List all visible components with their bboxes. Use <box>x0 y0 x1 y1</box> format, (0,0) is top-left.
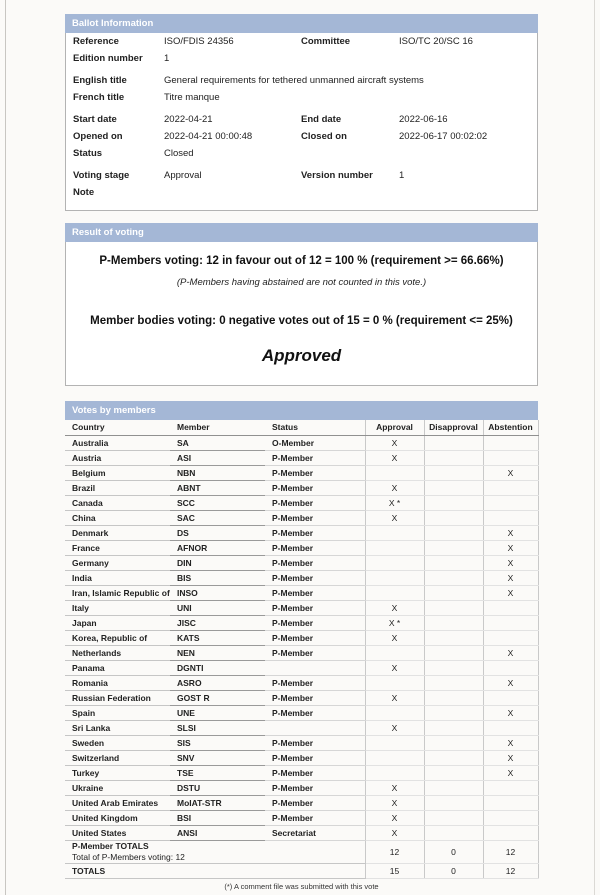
vote-row <box>65 480 538 495</box>
vote-cell-approval: X <box>365 450 424 465</box>
vote-cell-disapproval <box>424 510 483 525</box>
vote-cell-disapproval <box>424 705 483 720</box>
vote-cell-country: Denmark <box>65 525 170 540</box>
vote-cell-approval: X <box>365 435 424 450</box>
column-header-status: Status <box>265 420 365 435</box>
vote-cell-abstention: X <box>483 645 538 660</box>
vote-cell-status: P-Member <box>265 780 365 795</box>
ballot-field-label: English title <box>73 75 127 86</box>
ballot-field-label: Voting stage <box>73 170 130 181</box>
vote-cell-status: P-Member <box>265 450 365 465</box>
ballot-field-value: 2022-06-17 00:02:02 <box>399 131 488 142</box>
vote-cell-abstention <box>483 660 538 675</box>
vote-cell-country: Romania <box>65 675 170 690</box>
vote-cell-status: P-Member <box>265 510 365 525</box>
vote-cell-member: NEN <box>170 645 265 660</box>
ballot-field-row <box>66 50 537 67</box>
vote-cell-disapproval <box>424 435 483 450</box>
vote-row <box>65 780 538 795</box>
vote-row <box>65 675 538 690</box>
vote-cell-approval <box>365 585 424 600</box>
vote-cell-country: United Arab Emirates <box>65 795 170 810</box>
vote-cell-country: Belgium <box>65 465 170 480</box>
vote-cell-approval <box>365 750 424 765</box>
comment-file-footnote: (*) A comment file was submitted with this vote <box>224 881 379 891</box>
ballot-field-value: 2022-04-21 00:00:48 <box>164 131 253 142</box>
vote-row <box>65 825 538 840</box>
vote-cell-member: BIS <box>170 570 265 585</box>
abstain-note: (P-Members having abstained are not counted in this vote.) <box>176 277 427 288</box>
vote-cell-approval: X <box>365 795 424 810</box>
vote-cell-country: Sri Lanka <box>65 720 170 735</box>
vote-cell-country: China <box>65 510 170 525</box>
ballot-field-label: Committee <box>301 36 351 47</box>
vote-cell-approval: X <box>365 600 424 615</box>
ballot-field-label: Closed on <box>301 131 347 142</box>
vote-cell-member: NBN <box>170 465 265 480</box>
vote-cell-abstention <box>483 690 538 705</box>
vote-cell-approval <box>365 705 424 720</box>
vote-cell-approval: X <box>365 810 424 825</box>
vote-cell-abstention: X <box>483 705 538 720</box>
vote-cell-member: DGNTI <box>170 660 265 675</box>
vote-cell-disapproval <box>424 540 483 555</box>
vote-cell-member: BSI <box>170 810 265 825</box>
ballot-field-row <box>66 33 537 50</box>
votes-table-head <box>65 420 538 435</box>
vote-cell-disapproval <box>424 825 483 840</box>
ballot-field-value: ISO/FDIS 24356 <box>164 36 234 47</box>
vote-row <box>65 645 538 660</box>
vote-cell-member: SIS <box>170 735 265 750</box>
vote-cell-country: Ukraine <box>65 780 170 795</box>
vote-cell-status: P-Member <box>265 585 365 600</box>
p-members-voting-line: P-Members voting: 12 in favour out of 12 = 100 % (requirement >= 66.66%) <box>99 255 504 267</box>
vote-cell-member: SNV <box>170 750 265 765</box>
vote-cell-approval <box>365 675 424 690</box>
vote-cell-approval <box>365 525 424 540</box>
vote-cell-status: P-Member <box>265 645 365 660</box>
vote-cell-member: SA <box>170 435 265 450</box>
vote-row <box>65 795 538 810</box>
vote-cell-country: United States <box>65 825 170 840</box>
vote-cell-approval <box>365 765 424 780</box>
vote-cell-country: Iran, Islamic Republic of <box>65 585 170 600</box>
ballot-field-value: Closed <box>164 148 194 159</box>
result-of-voting-box <box>65 242 538 386</box>
grand-totals-disapproval: 0 <box>424 863 483 878</box>
vote-cell-status: P-Member <box>265 540 365 555</box>
votes-by-members-section <box>65 401 538 891</box>
vote-row <box>65 555 538 570</box>
vote-cell-disapproval <box>424 495 483 510</box>
vote-cell-status: P-Member <box>265 480 365 495</box>
grand-totals-abstention: 12 <box>483 863 538 878</box>
ballot-field-label: Status <box>73 148 103 159</box>
ballot-information-header: Ballot Information <box>65 14 538 33</box>
vote-cell-abstention: X <box>483 525 538 540</box>
vote-cell-status: P-Member <box>265 795 365 810</box>
vote-cell-country: Germany <box>65 555 170 570</box>
vote-cell-disapproval <box>424 645 483 660</box>
vote-cell-member: ANSI <box>170 825 265 840</box>
ballot-field-label: Opened on <box>73 131 123 142</box>
vote-row <box>65 570 538 585</box>
votes-table-totals <box>65 840 538 878</box>
vote-cell-status: P-Member <box>265 570 365 585</box>
votes-table-body <box>65 435 538 840</box>
result-of-voting-header: Result of voting <box>65 223 538 242</box>
vote-cell-abstention: X <box>483 735 538 750</box>
vote-cell-status: P-Member <box>265 615 365 630</box>
vote-row <box>65 705 538 720</box>
ballot-field-row <box>66 89 537 106</box>
ballot-field-label: Edition number <box>73 53 143 64</box>
vote-cell-country: Turkey <box>65 765 170 780</box>
ballot-field-value: 1 <box>164 53 170 64</box>
p-member-totals-label: P-Member TOTALS <box>72 840 149 851</box>
p-member-totals-approval: 12 <box>365 840 424 863</box>
vote-cell-abstention: X <box>483 585 538 600</box>
vote-cell-abstention <box>483 630 538 645</box>
column-header-approval: Approval <box>365 420 424 435</box>
p-member-totals-sublabel: Total of P-Members voting: 12 <box>72 851 185 862</box>
vote-cell-country: India <box>65 570 170 585</box>
vote-cell-abstention: X <box>483 570 538 585</box>
ballot-field-label: End date <box>301 114 342 125</box>
vote-cell-status: P-Member <box>265 630 365 645</box>
vote-cell-status <box>265 660 365 675</box>
ballot-field-row <box>66 72 537 89</box>
vote-cell-disapproval <box>424 585 483 600</box>
vote-cell-disapproval <box>424 720 483 735</box>
vote-cell-abstention: X <box>483 765 538 780</box>
vote-cell-disapproval <box>424 810 483 825</box>
vote-cell-member: GOST R <box>170 690 265 705</box>
column-header-country: Country <box>65 420 170 435</box>
vote-cell-country: France <box>65 540 170 555</box>
vote-row <box>65 765 538 780</box>
vote-cell-country: Switzerland <box>65 750 170 765</box>
vote-cell-country: Canada <box>65 495 170 510</box>
vote-cell-member: UNI <box>170 600 265 615</box>
vote-cell-abstention: X <box>483 540 538 555</box>
ballot-field-label: French title <box>73 92 125 103</box>
vote-cell-abstention <box>483 720 538 735</box>
vote-cell-abstention <box>483 825 538 840</box>
ballot-field-value: ISO/TC 20/SC 16 <box>399 36 473 47</box>
vote-cell-status: P-Member <box>265 600 365 615</box>
ballot-field-value: Titre manque <box>164 92 220 103</box>
vote-cell-status <box>265 720 365 735</box>
column-header-member: Member <box>170 420 265 435</box>
ballot-field-row <box>66 167 537 184</box>
vote-cell-country: Italy <box>65 600 170 615</box>
vote-cell-member: SCC <box>170 495 265 510</box>
vote-cell-status: P-Member <box>265 555 365 570</box>
vote-cell-abstention: X <box>483 465 538 480</box>
vote-cell-abstention <box>483 435 538 450</box>
p-member-totals-abstention: 12 <box>483 840 538 863</box>
vote-cell-status: P-Member <box>265 675 365 690</box>
approval-verdict: Approved <box>261 346 342 365</box>
vote-cell-disapproval <box>424 630 483 645</box>
vote-cell-disapproval <box>424 570 483 585</box>
vote-row <box>65 465 538 480</box>
page-scan-edge-left <box>5 0 6 895</box>
vote-row <box>65 690 538 705</box>
vote-cell-disapproval <box>424 750 483 765</box>
vote-cell-member: AFNOR <box>170 540 265 555</box>
vote-cell-country: Spain <box>65 705 170 720</box>
vote-row <box>65 810 538 825</box>
vote-cell-country: Australia <box>65 435 170 450</box>
vote-cell-status: P-Member <box>265 810 365 825</box>
vote-cell-status: P-Member <box>265 705 365 720</box>
ballot-information-section <box>65 14 538 211</box>
vote-cell-country: Brazil <box>65 480 170 495</box>
vote-cell-member: ASRO <box>170 675 265 690</box>
vote-cell-member: ASI <box>170 450 265 465</box>
vote-cell-status: P-Member <box>265 690 365 705</box>
vote-cell-disapproval <box>424 735 483 750</box>
vote-cell-disapproval <box>424 465 483 480</box>
votes-by-members-header: Votes by members <box>65 401 538 420</box>
result-of-voting-section <box>65 223 538 386</box>
vote-cell-disapproval <box>424 525 483 540</box>
vote-cell-approval: X * <box>365 615 424 630</box>
member-bodies-voting-line: Member bodies voting: 0 negative votes out of 15 = 0 % (requirement <= 25%) <box>90 315 513 327</box>
vote-cell-member: ABNT <box>170 480 265 495</box>
vote-cell-disapproval <box>424 765 483 780</box>
vote-cell-approval: X <box>365 720 424 735</box>
vote-cell-member: DS <box>170 525 265 540</box>
vote-cell-status: P-Member <box>265 750 365 765</box>
vote-cell-member: KATS <box>170 630 265 645</box>
vote-cell-approval: X * <box>365 495 424 510</box>
vote-cell-country: Netherlands <box>65 645 170 660</box>
column-header-disapproval: Disapproval <box>424 420 483 435</box>
vote-cell-approval: X <box>365 825 424 840</box>
vote-cell-abstention <box>483 510 538 525</box>
vote-cell-approval <box>365 540 424 555</box>
vote-cell-approval: X <box>365 480 424 495</box>
vote-row <box>65 585 538 600</box>
vote-cell-abstention <box>483 600 538 615</box>
p-member-totals-row <box>65 840 538 863</box>
vote-row <box>65 720 538 735</box>
ballot-field-row <box>66 184 537 201</box>
vote-cell-approval: X <box>365 690 424 705</box>
vote-cell-approval: X <box>365 630 424 645</box>
vote-cell-member: TSE <box>170 765 265 780</box>
grand-totals-label: TOTALS <box>65 863 365 878</box>
vote-row <box>65 435 538 450</box>
vote-cell-member: DIN <box>170 555 265 570</box>
vote-cell-abstention: X <box>483 675 538 690</box>
ballot-field-row <box>66 128 537 145</box>
vote-cell-member: SLSI <box>170 720 265 735</box>
vote-cell-disapproval <box>424 615 483 630</box>
vote-row <box>65 525 538 540</box>
ballot-field-value: 2022-06-16 <box>399 114 448 125</box>
vote-cell-country: Russian Federation <box>65 690 170 705</box>
vote-cell-status: Secretariat <box>265 825 365 840</box>
vote-cell-country: United Kingdom <box>65 810 170 825</box>
votes-header-row <box>65 420 538 435</box>
vote-cell-country: Austria <box>65 450 170 465</box>
vote-cell-disapproval <box>424 780 483 795</box>
vote-cell-disapproval <box>424 600 483 615</box>
vote-row <box>65 510 538 525</box>
vote-cell-country: Sweden <box>65 735 170 750</box>
ballot-field-value: 1 <box>399 170 405 181</box>
vote-cell-member: MoIAT-STR <box>170 795 265 810</box>
p-member-totals-disapproval: 0 <box>424 840 483 863</box>
ballot-field-value: 2022-04-21 <box>164 114 213 125</box>
vote-row <box>65 495 538 510</box>
vote-cell-member: JISC <box>170 615 265 630</box>
vote-cell-approval <box>365 645 424 660</box>
vote-cell-approval: X <box>365 780 424 795</box>
vote-cell-abstention: X <box>483 555 538 570</box>
vote-row <box>65 750 538 765</box>
votes-table <box>65 420 539 879</box>
page-scan-edge-right <box>594 0 595 895</box>
ballot-field-row <box>66 111 537 128</box>
vote-row <box>65 600 538 615</box>
vote-row <box>65 450 538 465</box>
ballot-information-box <box>65 33 538 211</box>
ballot-field-label: Version number <box>301 170 373 181</box>
vote-cell-disapproval <box>424 675 483 690</box>
vote-cell-member: INSO <box>170 585 265 600</box>
vote-row <box>65 540 538 555</box>
vote-cell-abstention <box>483 450 538 465</box>
vote-cell-status: O-Member <box>265 435 365 450</box>
vote-cell-country: Japan <box>65 615 170 630</box>
vote-cell-status: P-Member <box>265 765 365 780</box>
ballot-field-value: Approval <box>164 170 202 181</box>
vote-cell-disapproval <box>424 450 483 465</box>
vote-cell-approval <box>365 465 424 480</box>
ballot-field-label: Start date <box>73 114 117 125</box>
vote-cell-abstention <box>483 780 538 795</box>
vote-cell-approval <box>365 570 424 585</box>
document-content <box>65 14 538 891</box>
vote-cell-status: P-Member <box>265 525 365 540</box>
vote-row <box>65 660 538 675</box>
column-header-abstention: Abstention <box>483 420 538 435</box>
ballot-field-row <box>66 145 537 162</box>
vote-cell-member: DSTU <box>170 780 265 795</box>
vote-cell-abstention <box>483 795 538 810</box>
vote-cell-disapproval <box>424 660 483 675</box>
ballot-field-label: Note <box>73 187 95 198</box>
vote-row <box>65 735 538 750</box>
vote-cell-abstention <box>483 615 538 630</box>
vote-cell-disapproval <box>424 480 483 495</box>
vote-cell-status: P-Member <box>265 495 365 510</box>
vote-cell-approval <box>365 735 424 750</box>
vote-cell-approval <box>365 555 424 570</box>
ballot-field-value: General requirements for tethered unmanned aircraft systems <box>164 75 424 86</box>
vote-cell-abstention: X <box>483 750 538 765</box>
vote-cell-member: UNE <box>170 705 265 720</box>
vote-cell-disapproval <box>424 690 483 705</box>
vote-cell-abstention <box>483 480 538 495</box>
vote-cell-disapproval <box>424 555 483 570</box>
vote-row <box>65 630 538 645</box>
vote-cell-approval: X <box>365 510 424 525</box>
vote-cell-abstention <box>483 810 538 825</box>
grand-totals-approval: 15 <box>365 863 424 878</box>
vote-cell-status: P-Member <box>265 465 365 480</box>
vote-cell-approval: X <box>365 660 424 675</box>
vote-cell-country: Panama <box>65 660 170 675</box>
vote-cell-country: Korea, Republic of <box>65 630 170 645</box>
p-member-totals-label-cell <box>65 840 365 863</box>
ballot-field-label: Reference <box>73 36 119 47</box>
vote-cell-disapproval <box>424 795 483 810</box>
grand-totals-row <box>65 863 538 878</box>
vote-cell-abstention <box>483 495 538 510</box>
vote-cell-member: SAC <box>170 510 265 525</box>
vote-row <box>65 615 538 630</box>
vote-cell-status: P-Member <box>265 735 365 750</box>
